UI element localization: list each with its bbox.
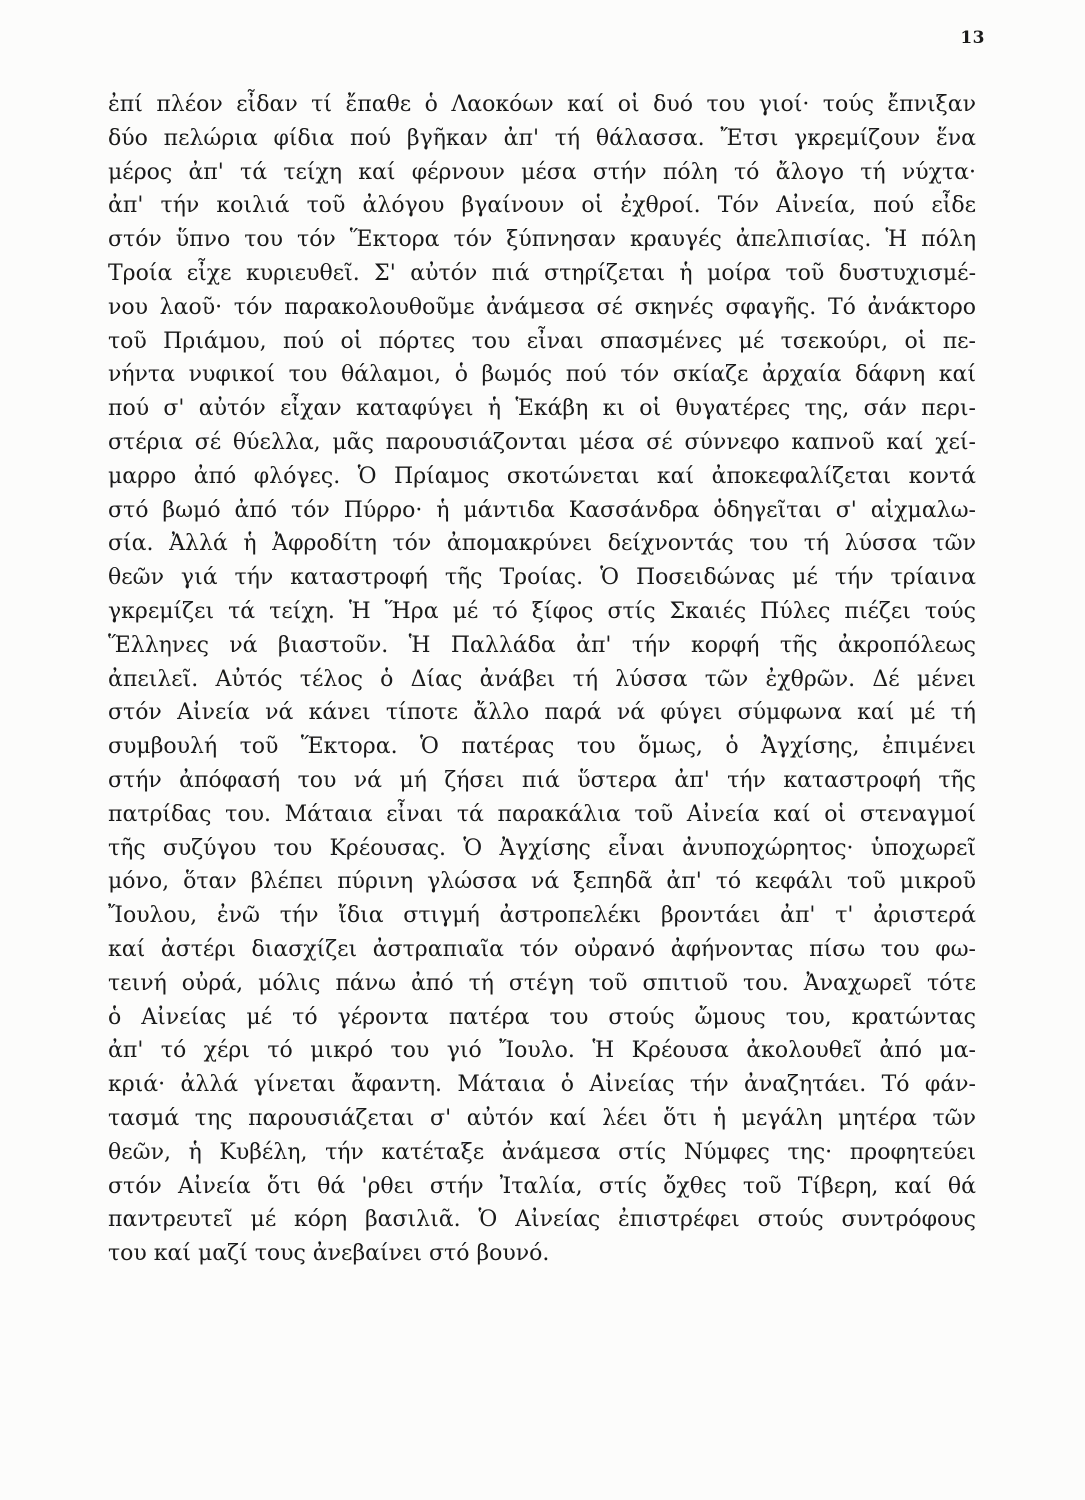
page-number: 13 xyxy=(960,28,985,48)
text-line: στόν Αἰνεία ὅτι θά 'ρθει στήν Ἰταλία, στίς ὄχθες τοῦ Τίβερη, καί θά xyxy=(108,1173,976,1199)
text-line: ὁ Αἰνείας μέ τό γέροντα πατέρα του στούς ὤμους του, κρατώντας xyxy=(108,1004,976,1030)
text-line: τοῦ Πριάμου, πού οἱ πόρτες του εἶναι σπασμένες μέ τσεκούρι, οἱ πε- xyxy=(108,328,976,354)
text-line: τασμά της παρουσιάζεται σ' αὐτόν καί λέει ὅτι ἡ μεγάλη μητέρα τῶν xyxy=(108,1105,976,1131)
text-line: μόνο, ὅταν βλέπει πύρινη γλώσσα νά ξεπηδᾶ ἀπ' τό κεφάλι τοῦ μικροῦ xyxy=(108,869,976,895)
text-line: καί ἀστέρι διασχίζει ἀστραπιαῖα τόν οὐρανό ἀφήνοντας πίσω του φω- xyxy=(108,936,976,962)
text-line: πατρίδας του. Μάταια εἶναι τά παρακάλια τοῦ Αἰνεία καί οἱ στεναγμοί xyxy=(108,801,976,827)
text-line: στόν ὕπνο του τόν Ἕκτορα τόν ξύπνησαν κραυγές ἀπελπισίας. Ἡ πόλη xyxy=(108,227,976,253)
text-line: ἀπ' τό χέρι τό μικρό του γιό Ἴουλο. Ἡ Κρέουσα ἀκολουθεῖ ἀπό μα- xyxy=(108,1038,976,1064)
text-line: νήντα νυφικοί του θάλαμοι, ὁ βωμός πού τόν σκίαζε ἀρχαία δάφνη καί xyxy=(108,362,976,388)
text-line: παντρευτεῖ μέ κόρη βασιλιᾶ. Ὁ Αἰνείας ἐπιστρέφει στούς συντρόφους xyxy=(108,1207,976,1233)
text-line: θεῶν γιά τήν καταστροφή τῆς Τροίας. Ὁ Ποσειδώνας μέ τήν τρίαινα xyxy=(108,565,976,591)
text-line-last: του καί μαζί τους ἀνεβαίνει στό βουνό. xyxy=(108,1241,550,1267)
text-line: μέρος ἀπ' τά τείχη καί φέρνουν μέσα στήν πόλη τό ἄλογο τή νύχτα· xyxy=(108,159,976,185)
text-line: ἀπειλεῖ. Αὐτός τέλος ὁ Δίας ἀνάβει τή λύσσα τῶν ἐχθρῶν. Δέ μένει xyxy=(108,666,976,692)
text-line: πού σ' αὐτόν εἶχαν καταφύγει ἡ Ἑκάβη κι οἱ θυγατέρες της, σάν περι- xyxy=(108,396,976,422)
text-line: δύο πελώρια φίδια πού βγῆκαν ἀπ' τή θάλασσα. Ἔτσι γκρεμίζουν ἕνα xyxy=(108,125,976,151)
text-line: στέρια σέ θύελλα, μᾶς παρουσιάζονται μέσα σέ σύννεφο καπνοῦ καί χεί- xyxy=(108,429,976,455)
text-line: τῆς συζύγου του Κρέουσας. Ὁ Ἀγχίσης εἶναι ἀνυποχώρητος· ὑποχωρεῖ xyxy=(108,835,976,861)
text-line: τεινή οὐρά, μόλις πάνω ἀπό τή στέγη τοῦ σπιτιοῦ του. Ἀναχωρεῖ τότε xyxy=(108,970,976,996)
text-line: νου λαοῦ· τόν παρακολουθοῦμε ἀνάμεσα σέ σκηνές σφαγῆς. Τό ἀνάκτορο xyxy=(108,294,976,320)
text-line: Ἕλληνες νά βιαστοῦν. Ἡ Παλλάδα ἀπ' τήν κορφή τῆς ἀκροπόλεως xyxy=(108,632,976,658)
text-line: στόν Αἰνεία νά κάνει τίποτε ἄλλο παρά νά φύγει σύμφωνα καί μέ τή xyxy=(108,700,976,726)
text-line: Ἴουλου, ἐνῶ τήν ἴδια στιγμή ἀστροπελέκι βροντάει ἀπ' τ' ἀριστερά xyxy=(108,903,976,929)
text-line: κριά· ἀλλά γίνεται ἄφαντη. Μάταια ὁ Αἰνείας τήν ἀναζητάει. Τό φάν- xyxy=(108,1072,976,1098)
text-line: Τροία εἶχε κυριευθεῖ. Σ' αὐτόν πιά στηρίζεται ἡ μοίρα τοῦ δυστυχισμέ- xyxy=(108,260,976,286)
text-line: γκρεμίζει τά τείχη. Ἡ Ἥρα μέ τό ξίφος στίς Σκαιές Πύλες πιέζει τούς xyxy=(108,598,976,624)
text-line: στό βωμό ἀπό τόν Πύρρο· ἡ μάντιδα Κασσάνδρα ὁδηγεῖται σ' αἰχμαλω- xyxy=(108,497,976,523)
text-line: θεῶν, ἡ Κυβέλη, τήν κατέταξε ἀνάμεσα στίς Νύμφες της· προφητεύει xyxy=(108,1139,976,1165)
text-line: σία. Ἀλλά ἡ Ἀφροδίτη τόν ἀπομακρύνει δείχνοντάς του τή λύσσα τῶν xyxy=(108,531,976,557)
text-line: ἀπ' τήν κοιλιά τοῦ ἀλόγου βγαίνουν οἱ ἐχθροί. Τόν Αἰνεία, πού εἶδε xyxy=(108,193,976,219)
text-line: στήν ἀπόφασή του νά μή ζήσει πιά ὕστερα ἀπ' τήν καταστροφή τῆς xyxy=(108,767,976,793)
text-line: μαρρο ἀπό φλόγες. Ὁ Πρίαμος σκοτώνεται καί ἀποκεφαλίζεται κοντά xyxy=(108,463,976,489)
body-text xyxy=(108,88,976,1271)
text-line: συμβουλή τοῦ Ἕκτορα. Ὁ πατέρας του ὅμως, ὁ Ἀγχίσης, ἐπιμένει xyxy=(108,734,976,760)
text-line: ἐπί πλέον εἶδαν τί ἔπαθε ὁ Λαοκόων καί οἱ δυό του γιοί· τούς ἔπνιξαν xyxy=(108,92,976,117)
